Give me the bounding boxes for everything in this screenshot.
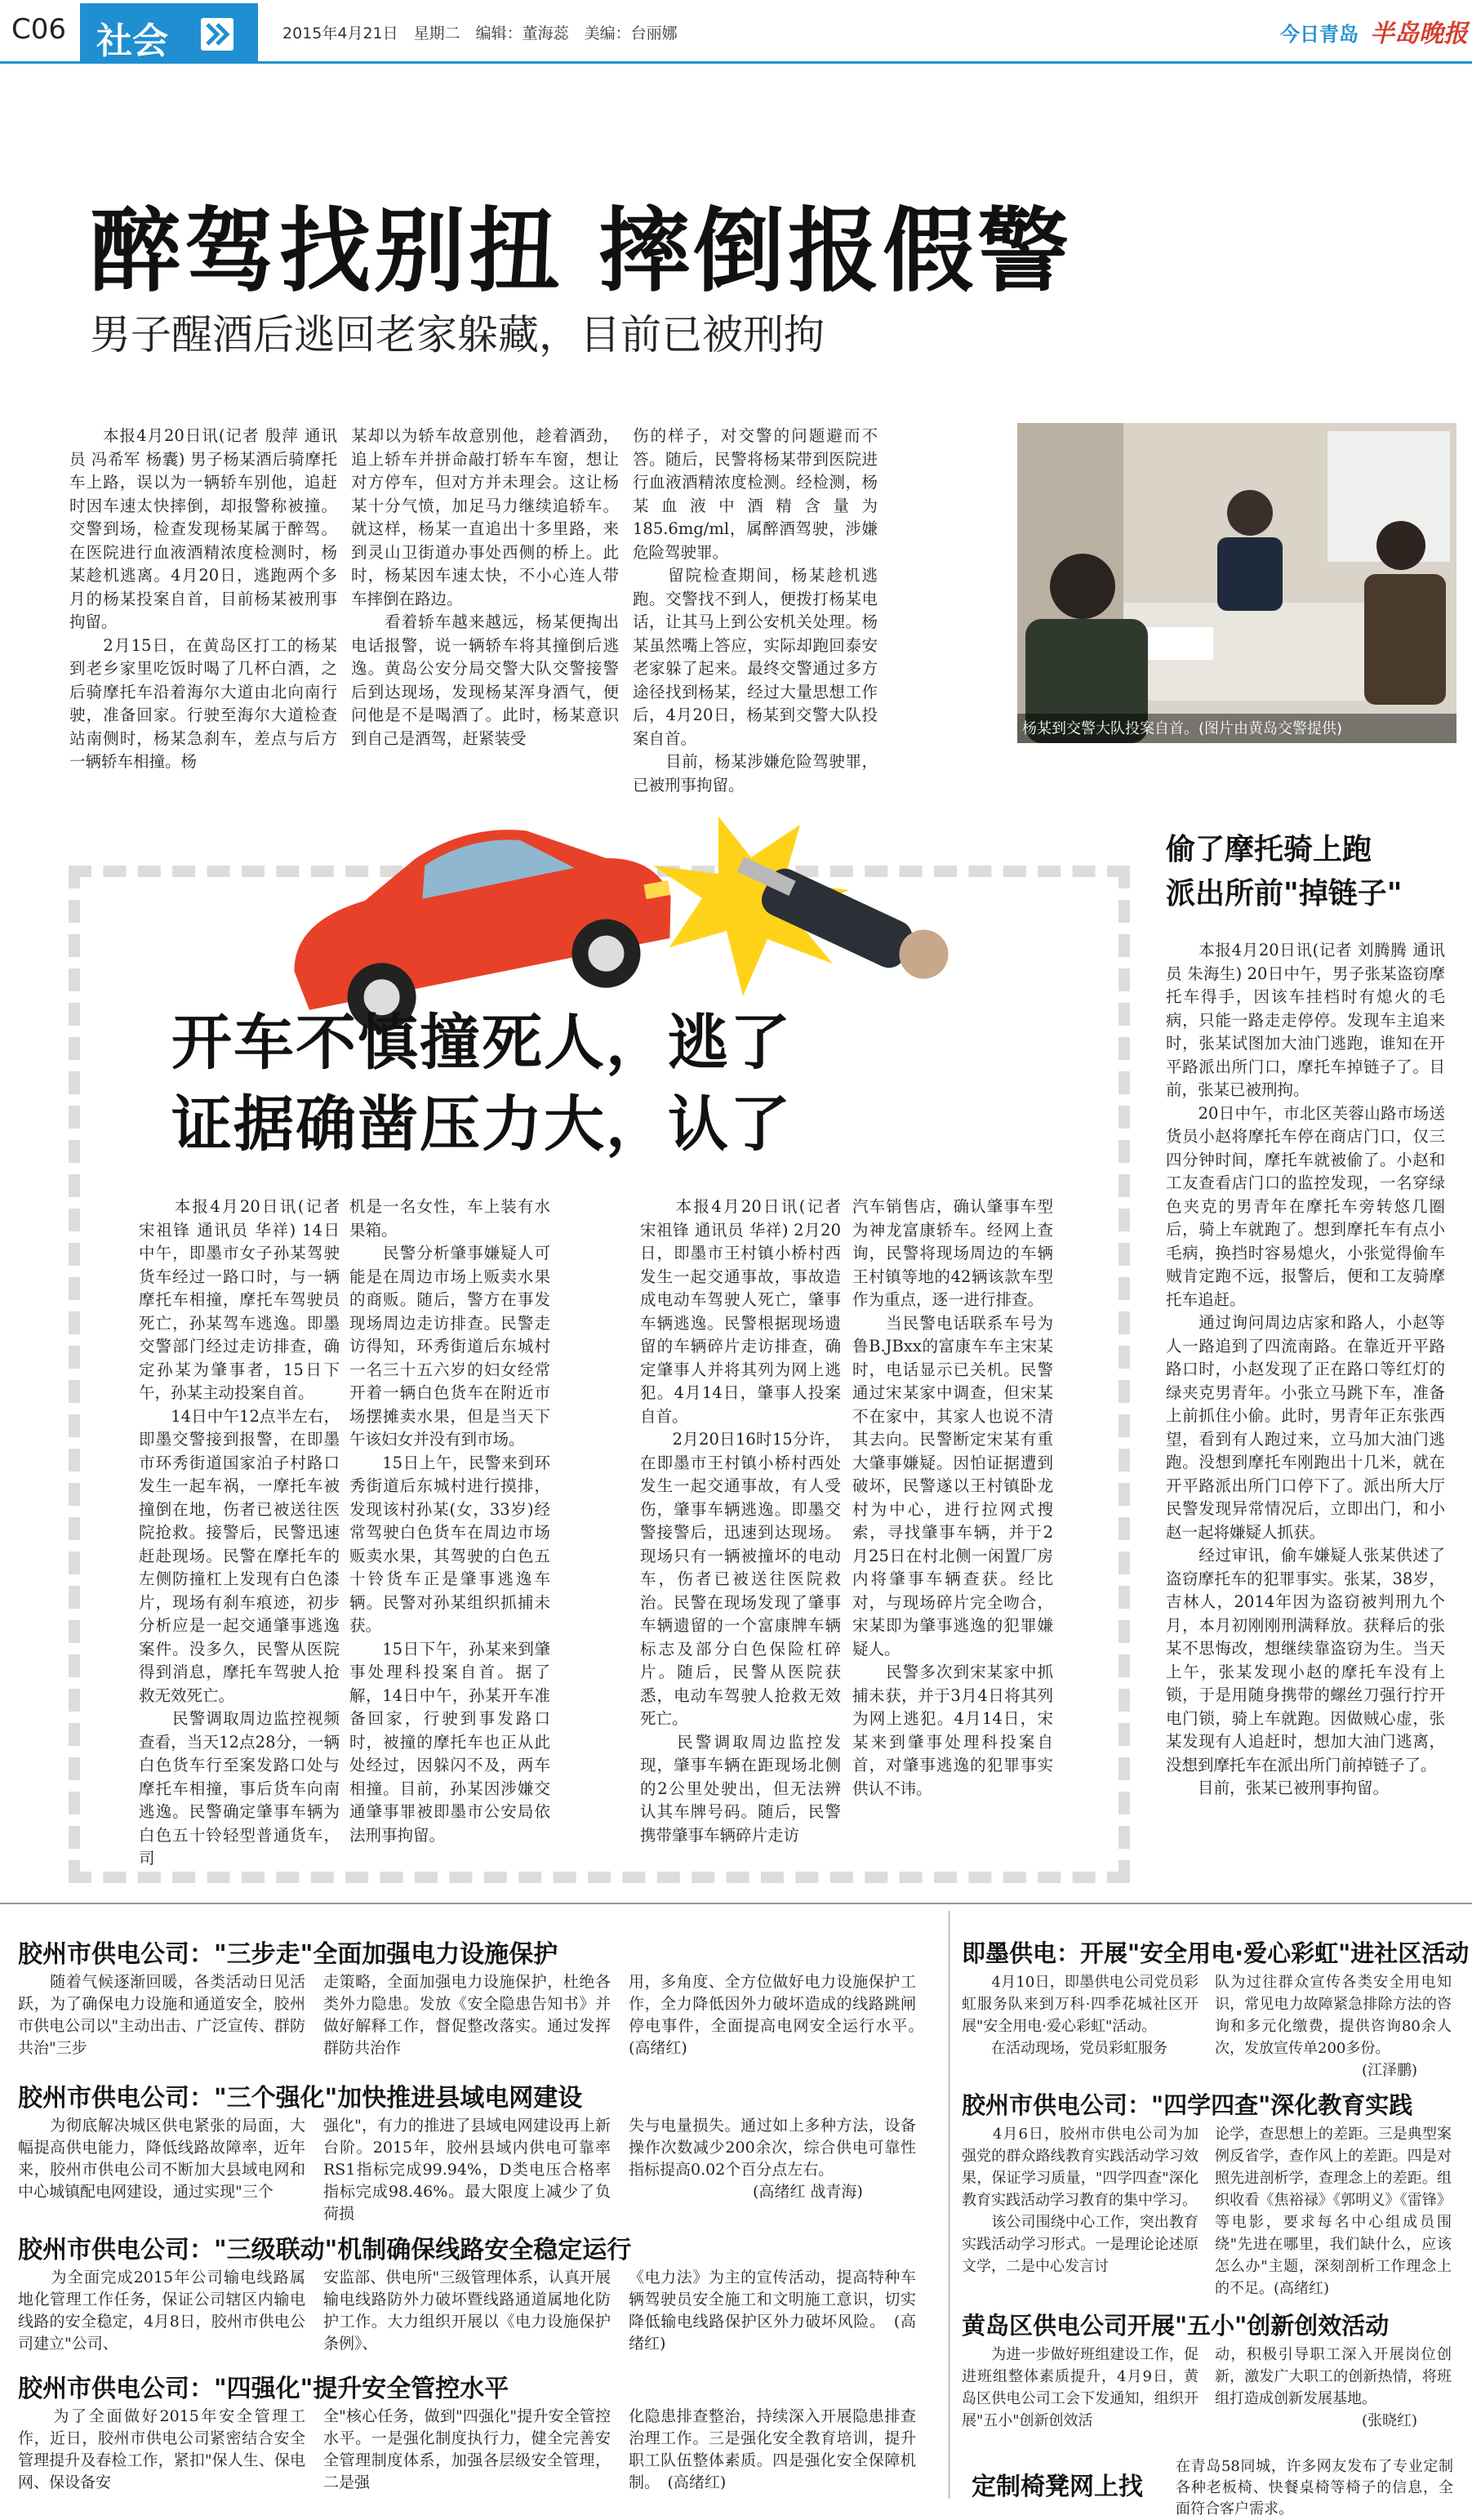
brief-col: 为进一步做好班组建设工作，促进班组整体素质提升，4月9日，黄岛区供电公司工会下发通知，组织开展"五小"创新创效活 xyxy=(962,2346,1199,2429)
story3-headline-line2: 派出所前"掉链子" xyxy=(1166,877,1403,910)
brief-col: 4月6日，胶州市供电公司为加强党的群众路线教育实践活动学习效果，保证学习质量，"四学四查"深化教育实践活动学习教育的集中学习。 该公司围绕中心工作，突出教育实践活动学习形式。一是理论论述原文学，二是中心发言讨 xyxy=(962,2126,1199,2275)
story2-col3: 本报4月20日讯(记者 宋祖锋 通讯员 华祥) 2月20日，即墨市王村镇小桥村西发生一起交通事故，事故造成电动车驾驶人死亡，肇事车辆逃逸。民警根据现场遗留的车辆碎片走访排查，确定肇事人并将其列为网上逃犯。4月14日，肇事人投案自首。 2月20日16时15分许，在即墨市王村镇小桥村西处发生一起交通事故，有人受伤，肇事车辆逃逸。即墨交警接警后，迅速到达现场。现场只有一辆被撞坏的电动车，伤者已被送往医院救治。民警在现场发现了肇事车辆遗留的一个富康牌车辆标志及部分白色保险杠碎片。随后，民警从医院获悉，电动车驾驶人抢救无效死亡。 民警调取周边监控发现，肇事车辆在距现场北侧的2公里处驶出，但无法辨认其车牌号码。随后，民警携带肇事车辆碎片走访 xyxy=(640,1197,841,1845)
brief-col: 化隐患排查整治，持续深入开展隐患排查治理工作。三是强化安全教育培训，提升职工队伍整体素质。四是强化安全保障机制。 (高绪红) xyxy=(629,2407,916,2491)
brief-col: 安监部、供电所"三级管理体系，认真开展输电线路防外力破坏暨线路通道属地化防护工作。大力组织开展以《电力设施保护条例》、 xyxy=(323,2268,611,2353)
story1-subheadline: 男子醒酒后逃回老家躲藏，目前已被刑拘 xyxy=(90,311,825,358)
brief-title: 胶州市供电公司："三个强化"加快推进县域电网建设 xyxy=(18,2084,583,2113)
brief-col: 用，多角度、全方位做好电力设施保护工作，全力降低因外力破坏造成的线路跳闸停电事件，全面提高电网安全运行水平。 (高绪红) xyxy=(629,1973,932,2057)
brief-col: 《电力法》为主的宣传活动，提高特种车辆驾驶员安全施工和文明施工意识，切实降低输电线路保护区外力破坏风险。 (高绪红) xyxy=(629,2268,916,2353)
brief-title: 即墨供电：开展"安全用电·爱心彩虹"进社区活动 xyxy=(962,1939,1470,1967)
brief-col: 强化"，有力的推进了县域电网建设再上新台阶。2015年，胶州县域内供电可靠率RS1指标完成99.94%，D类电压合格率指标完成98.46%。最大限度上减少了负荷损 xyxy=(323,2117,611,2223)
brief-col: 论学，查思想上的差距。三是典型案例反省学，查作风上的差距。四是对照先进剖析学，查理念上的差距。组织收看《焦裕禄》《郭明义》《雷锋》等电影，要求每名中心组成员围绕"先进在哪里，我们缺什么，应该怎么办"主题，深刻剖析工作理念上的不足。(高绪红) xyxy=(1215,2126,1452,2297)
brief-title: 胶州市供电公司："三级联动"机制确保线路安全稳定运行 xyxy=(18,2236,632,2264)
masthead-logo: 半岛晚报 xyxy=(1370,20,1468,48)
page-header xyxy=(0,0,1472,64)
story3-body: 本报4月20日讯(记者 刘腾腾 通讯员 朱海生) 20日中午，男子张某盗窃摩托车得手，因该车挂档时有熄火的毛病，只能一路走走停停。发现车主追来时，张某试图加大油门逃跑，谁知在开平路派出所门口，摩托车掉链子了。目前，张某已被刑拘。 20日中午，市北区芙蓉山路市场送货员小赵将摩托车停在商店门口，仅三四分钟时间，摩托车就被偷了。小赵和工友查看店门口的监控发现，一名穿绿色夹克的男青年在摩托车旁转悠几圈后，骑上车就跑了。想到摩托车有点小毛病，换挡时容易熄火，小张觉得偷车贼肯定跑不远，报警后，便和工友骑摩托车追赶。 通过询问周边店家和路人，小赵等人一路追到了四流南路。在靠近开平路路口时，小赵发现了正在路口等红灯的绿夹克男青年。小张立马跳下车，准备上前抓住小偷。此时，男青年正东张西望，看到有人跑过来，立马加大油门逃跑。没想到摩托车刚跑出十几米，就在开平路派出所门口停下了。派出所大厅民警发现异常情况后，立即出门，和小赵一起将嫌疑人抓获。 经过审讯，偷车嫌疑人张某供述了盗窃摩托车的犯罪事实。张某，38岁，吉林人，2014年因为盗窃被判刑九个月，本月初刚刚刑满释放。获释后的张某不思悔改，想继续靠盗窃为生。当天上午，张某发现小赵的摩托车没有上锁，于是用随身携带的螺丝刀强行拧开电门锁，骑上车就跑。因做贼心虚，张某发现有人追赶时，想加大油门逃离，没想到摩托车在派出所门前掉链子了。 目前，张某已被刑事拘留。 xyxy=(1166,941,1445,1797)
brief-col: 随着气候逐渐回暖，各类活动日见活跃，为了确保电力设施和通道安全，胶州市供电公司以"主动出击、广泛宣传、群防共治"三步 xyxy=(18,1973,305,2057)
story2-col2: 机是一名女性，车上装有水果箱。 民警分析肇事嫌疑人可能是在周边市场上贩卖水果的商贩。随后，警方在事发现场周边走访排查。民警走访得知，环秀街道后东城村一名三十五六岁的妇女经常开着一辆白色货车在附近市场摆摊卖水果，但是当天下午该妇女并没有到市场。 15日上午，民警来到环秀街道后东城村进行摸排，发现该村孙某(女，33岁)经常驾驶白色货车在周边市场贩卖水果，其驾驶的白色五十铃货车正是肇事逃逸车辆。民警对孙某组织抓捕未获。 15日下午，孙某来到肇事处理科投案自首。据了解，14日中午，孙某开车准备回家，行驶到事发路口时，被撞的摩托车也正从此处经过，因躲闪不及，两车相撞。目前，孙某因涉嫌交通肇事罪被即墨市公安局依法刑事拘留。 xyxy=(349,1197,550,1845)
brief-title: 黄岛区供电公司开展"五小"创新创效活动 xyxy=(962,2312,1390,2340)
brief-title: 胶州市供电公司："三步走"全面加强电力设施保护 xyxy=(18,1940,558,1969)
brief-col: 队为过往群众宣传各类安全用电知识，常见电力故障紧急排除方法的咨询和多元化缴费，提供咨询80余人次，发放宣传单200多份。 (江泽鹏) xyxy=(1215,1974,1452,2079)
story1-col1: 本报4月20日讯(记者 殷萍 通讯员 冯希军 杨囊) 男子杨某酒后骑摩托车上路，误以为一辆轿车别他，追赶时因车速太快摔倒，却报警称被撞。交警到场，检查发现杨某属于醉驾。在医院进行血液酒精浓度检测时，杨某趁机逃离。4月20日，逃跑两个多月的杨某投案自首，目前杨某被刑事拘留。 2月15日，在黄岛区打工的杨某到老乡家里吃饭时喝了几杯白酒，之后骑摩托车沿着海尔大道由北向南行驶，准备回家。行驶至海尔大道检查站南侧时，杨某急刹车，差点与后方一辆轿车相撞。杨 xyxy=(69,426,337,771)
brief-col: 全"核心任务，做到"四强化"提升安全管控水平。一是强化制度执行力，健全完善安全管理制度体系，加强各层级安全管理，二是强 xyxy=(323,2407,611,2491)
story2-headline-line1: 开车不慎撞死人，逃了 xyxy=(171,1008,792,1078)
story1-col2: 某却以为轿车故意别他，趁着酒劲，追上轿车并拼命敲打轿车车窗，想让对方停车，但对方并未理会。这让杨某十分气愤，加足马力继续追轿车。就这样，杨某一直追出十多里路，来到灵山卫街道办事处西侧的桥上。此时，杨某因车速太快，不小心连人带车摔倒在路边。 看着轿车越来越远，杨某便掏出电话报警，说一辆轿车将其撞倒后逃逸。黄岛公安分局交警大队交警接警后到达现场，发现杨某浑身酒气，便问他是不是喝酒了。此时，杨某意识到自己是酒驾，赶紧装受 xyxy=(351,426,619,748)
story3-headline-line1: 偷了摩托骑上跑 xyxy=(1166,833,1372,866)
chevron-right-icon xyxy=(201,18,233,51)
edition-label: 今日青岛 xyxy=(1280,23,1359,46)
brief-col: 为全面完成2015年公司输电线路属地化管理工作任务，保证公司辖区内输电线路的安全稳定，4月8日，胶州市供电公司建立"公司、 xyxy=(18,2268,305,2353)
classified-text: 在青岛58同城，许多网友发布了专业定制各种老板椅、快餐桌椅等椅子的信息，全面符合客户需求。 xyxy=(1176,2458,1453,2518)
brief-col: 4月10日，即墨供电公司党员彩虹服务队来到万科·四季花城社区开展"安全用电·爱心彩虹"活动。 在活动现场，党员彩虹服务 xyxy=(962,1974,1199,2057)
brief-col: 失与电量损失。通过如上多种方法，设备操作次数减少200余次，综合供电可靠性指标提高0.02个百分点左右。 (高绪红 战青海) xyxy=(629,2117,916,2201)
brief-col: 为了全面做好2015年安全管理工作，近日，胶州市供电公司紧密结合安全管理提升及春检工作，紧扣"保人生、保电网、保设备安 xyxy=(18,2407,305,2491)
date-editor-line: 2015年4月21日 星期二 编辑：董海蕊 美编：台丽娜 xyxy=(282,24,678,42)
story2-col1: 本报4月20日讯(记者 宋祖锋 通讯员 华祥) 14日中午，即墨市女子孙某驾驶货车经过一路口时，与一辆摩托车相撞，摩托车驾驶员死亡，孙某驾车逃逸。即墨交警部门经过走访排查，确定孙某为肇事者，15日下午，孙某主动投案自首。 14日中午12点半左右，即墨交警接到报警，在即墨市环秀街道国家泊子村路口发生一起车祸，一摩托车被撞倒在地，伤者已被送往医院抢救。接警后，民警迅速赶赴现场。民警在摩托车的左侧防撞杠上发现有白色漆片，现场有刹车痕迹，初步分析应是一起交通肇事逃逸案件。没多久，民警从医院得到消息，摩托车驾驶人抢救无效死亡。 民警调取周边监控视频查看，当天12点28分，一辆白色货车行至案发路口处与摩托车相撞，事后货车向南逃逸。民警确定肇事车辆为白色五十铃轻型普通货车，司 xyxy=(139,1197,340,1868)
bottom-divider xyxy=(0,1903,1472,1904)
section-label: 社会 xyxy=(96,20,168,62)
photo-caption: 杨某到交警大队投案自首。(图片由黄岛交警提供) xyxy=(1022,720,1343,737)
page-number: C06 xyxy=(11,13,67,46)
section-tab xyxy=(80,3,258,64)
brief-col: 动，积极引导职工深入开展岗位创新，激发广大职工的创新热情，将班组打造成创新发展基地。 (张晓红) xyxy=(1215,2346,1452,2429)
story2-headline-line2: 证据确凿压力大，认了 xyxy=(171,1089,792,1160)
brief-title: 胶州市供电公司："四强化"提升安全管控水平 xyxy=(18,2375,509,2403)
story1-headline: 醉驾找别扭 摔倒报假警 xyxy=(90,198,1072,305)
story1-photo xyxy=(1017,423,1456,743)
brief-col: 为彻底解决城区供电紧张的局面，大幅提高供电能力，降低线路故障率，近年来，胶州市供电公司不断加大县域电网和中心城镇配电网建设，通过实现"三个 xyxy=(18,2117,305,2201)
classified-title: 定制椅凳网上找 xyxy=(972,2473,1143,2501)
story2-col4: 汽车销售店，确认肇事车型为神龙富康轿车。经网上查询，民警将现场周边的车辆王村镇等地的42辆该款车型作为重点，逐一进行排查。 当民警电话联系车号为鲁B.JBxx的富康车车主宋某时，电话显示已关机。民警通过宋某家中调查，但宋某不在家中，其家人也说不清其去向。民警断定宋某有重大肇事嫌疑。因怕证据遭到破坏，民警遂以王村镇卧龙村为中心，进行拉网式搜索，寻找肇事车辆，并于2月25日在村北侧一闲置厂房内将肇事车辆查获。经比对，与现场碎片完全吻合，宋某即为肇事逃逸的犯罪嫌疑人。 民警多次到宋某家中抓捕未获，并于3月4日将其列为网上逃犯。4月14日，宋某来到肇事处理科投案自首，对肇事逃逸的犯罪事实供认不讳。 xyxy=(852,1197,1053,1798)
brief-col: 走策略，全面加强电力设施保护，杜绝各类外力隐患。发放《安全隐患告知书》并做好解释工作，督促整改落实。通过发挥群防共治作 xyxy=(323,1973,611,2057)
brief-title: 胶州市供电公司："四学四查"深化教育实践 xyxy=(962,2091,1413,2119)
story1-col3: 伤的样子，对交警的问题避而不答。随后，民警将杨某带到医院进行血液酒精浓度检测。经检测，杨某血液中酒精含量为185.6mg/ml，属醉酒驾驶，涉嫌危险驾驶罪。 留院检查期间，杨某趁机逃跑。交警找不到人，便拨打杨某电话，让其马上到公安机关处理。杨某虽然嘴上答应，实际却跑回泰安老家躲了起来。最终交警通过多方途径找到杨某，经过大量思想工作后，4月20日，杨某到交警大队投案自首。 目前，杨某涉嫌危险驾驶罪，已被刑事拘留。 xyxy=(633,426,878,795)
